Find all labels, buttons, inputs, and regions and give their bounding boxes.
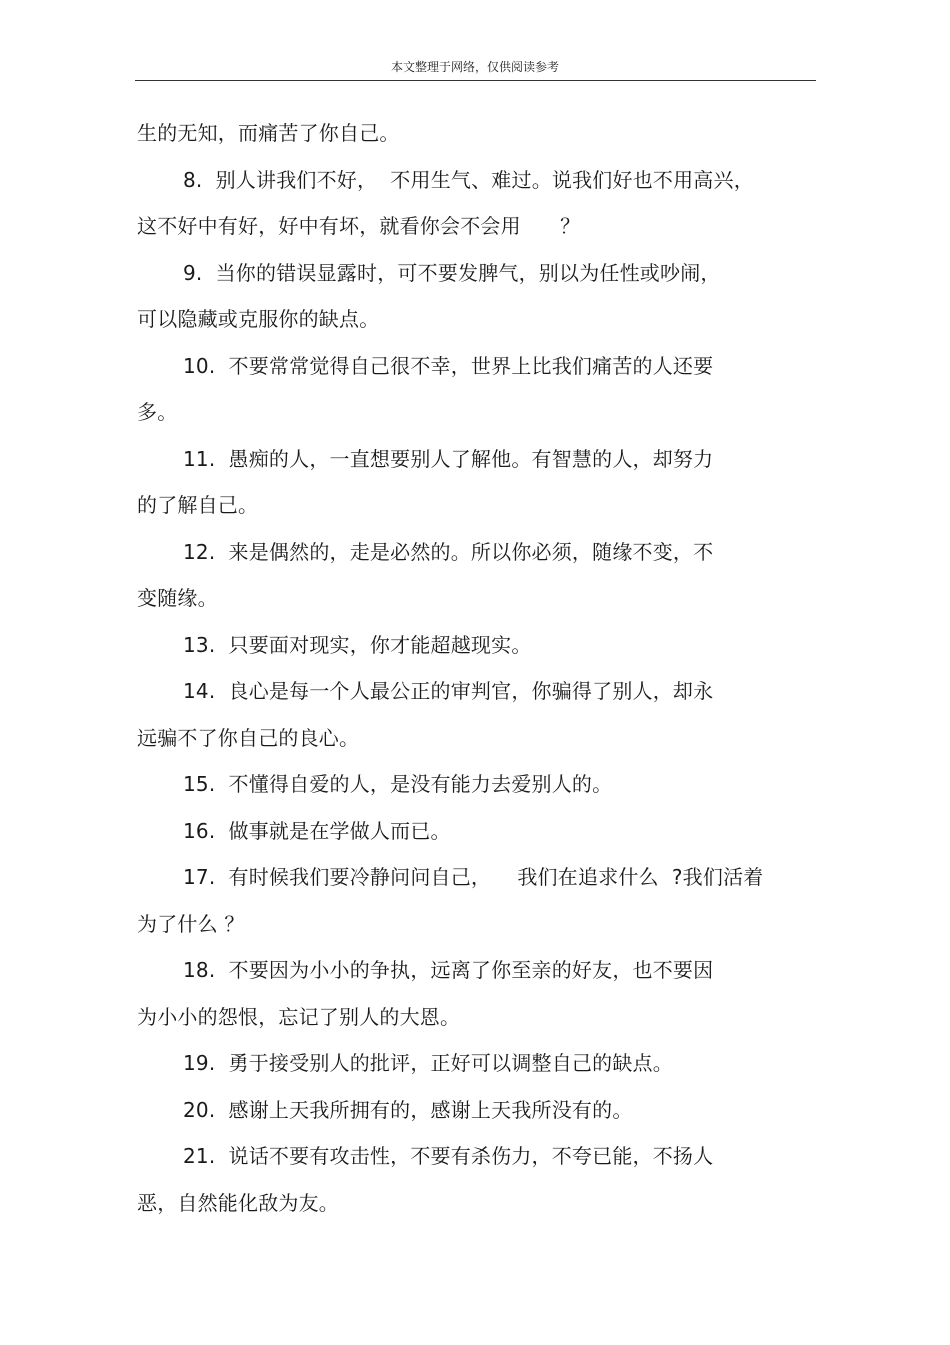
text-line: 15. 不懂得自爱的人，是没有能力去爱别人的。: [183, 772, 613, 796]
text-line: 为了什么 ？: [137, 911, 245, 936]
text-line: 12. 来是偶然的，走是必然的。所以你必须，随缘不变，不: [183, 539, 714, 564]
text-line: 为小小的怨恨，忘记了别人的大恩。: [137, 1004, 461, 1029]
text-line: 13. 只要面对现实，你才能超越现实。: [183, 632, 532, 657]
header-divider: [135, 80, 816, 81]
text-line: 9. 当你的错误显露时，可不要发脾气，别以为任性或吵闹，: [183, 260, 721, 285]
text-line: 8. 别人讲我们不好， 不用生气、难过。说我们好也不用高兴，: [183, 167, 754, 192]
text-line: 可以隐藏或克服你的缺点。: [137, 307, 380, 331]
text-line: 恶，自然能化敌为友。: [137, 1190, 339, 1215]
text-line: 11. 愚痴的人，一直想要别人了解他。有智慧的人，却努力: [183, 446, 714, 471]
text-line: 19. 勇于接受别人的批评，正好可以调整自己的缺点。: [183, 1051, 673, 1075]
text-line: 14. 良心是每一个人最公正的审判官，你骗得了别人，却永: [183, 679, 714, 703]
text-line: 远骗不了你自己的良心。: [137, 725, 360, 750]
text-line: 变随缘。: [137, 586, 218, 610]
text-line: 20. 感谢上天我所拥有的，感谢上天我所没有的。: [183, 1097, 633, 1122]
page-header: 本文整理于网络，仅供阅读参考: [390, 60, 559, 74]
text-line: 生的无知，而痛苦了你自己。: [137, 121, 400, 145]
text-line: 16. 做事就是在学做人而已。: [183, 818, 451, 843]
text-line: 18. 不要因为小小的争执，远离了你至亲的好友，也不要因: [183, 958, 714, 982]
text-line: 的了解自己。: [137, 493, 259, 517]
text-line: 21. 说话不要有攻击性，不要有杀伤力，不夸已能，不扬人: [183, 1144, 714, 1168]
text-line: 这不好中有好，好中有坏，就看你会不会用 ？: [137, 214, 581, 238]
text-line: 17. 有时候我们要冷静问问自己， 我们在追求什么 ?我们活着: [183, 865, 764, 889]
text-line: 多。: [137, 400, 178, 424]
text-line: 10. 不要常常觉得自己很不幸，世界上比我们痛苦的人还要: [183, 353, 714, 378]
document-body: [137, 110, 817, 1226]
